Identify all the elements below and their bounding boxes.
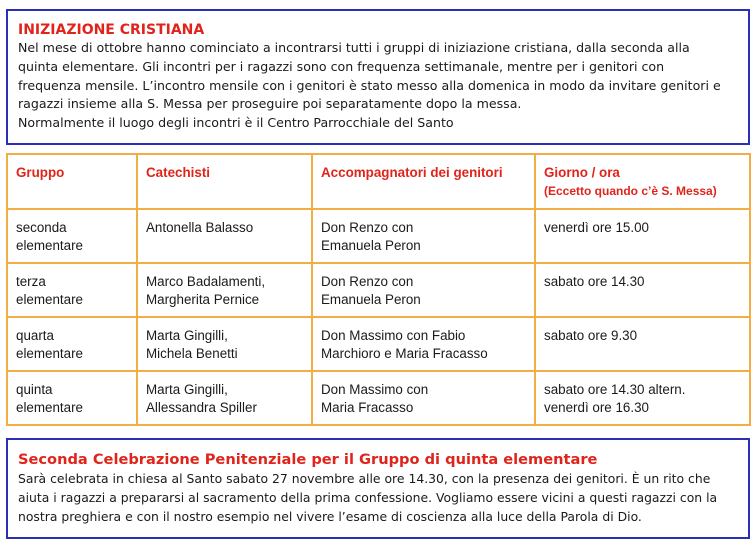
cell-catechisti: Antonella Balasso <box>137 209 312 263</box>
header-giorno-note: (Eccetto quando c’è S. Messa) <box>544 184 717 198</box>
intro-text <box>18 39 738 133</box>
intro-line: ragazzi insieme alla S. Messa per proseguire poi separatamente dopo la messa. <box>18 96 522 112</box>
table-row <box>7 209 750 263</box>
cell-gruppo: quarta elementare <box>7 317 137 371</box>
penitenziale-text <box>18 469 738 526</box>
table-row <box>7 317 750 371</box>
header-catechisti: Catechisti <box>137 154 312 209</box>
cell-gruppo: quinta elementare <box>7 371 137 425</box>
intro-line: Nel mese di ottobre hanno cominciato a incontrarsi tutti i gruppi di iniziazione cristiana, dalla seconda alla <box>18 40 690 55</box>
penitenziale-line: aiuta i ragazzi a prepararsi al sacramento della prima confessione. Vogliamo essere vicini a questi ragazzi con la <box>18 490 718 505</box>
table-row <box>7 371 750 425</box>
cell-accompagnatori: Don Renzo con Emanuela Peron <box>312 263 535 317</box>
intro-line: Normalmente il luogo degli incontri è il Centro Parrocchiale del Santo <box>18 115 454 131</box>
cell-giorno: venerdì ore 15.00 <box>535 209 750 263</box>
cell-giorno: sabato ore 14.30 altern. venerdì ore 16.30 <box>535 371 750 425</box>
table-header-row <box>7 154 750 209</box>
cell-giorno: sabato ore 14.30 <box>535 263 750 317</box>
cell-accompagnatori: Don Massimo con Maria Fracasso <box>312 371 535 425</box>
cell-catechisti: Marta Gingilli, Allessandra Spiller <box>137 371 312 425</box>
intro-title: INIZIAZIONE CRISTIANA <box>18 22 205 38</box>
cell-giorno: sabato ore 9.30 <box>535 317 750 371</box>
penitenziale-line: Sarà celebrata in chiesa al Santo sabato 27 novembre alle ore 14.30, con la presenza dei genitori. È un rito che <box>18 471 711 486</box>
intro-box <box>6 9 750 145</box>
cell-gruppo: seconda elementare <box>7 209 137 263</box>
cell-catechisti: Marta Gingilli, Michela Benetti <box>137 317 312 371</box>
header-accompagnatori: Accompagnatori dei genitori <box>312 154 535 209</box>
cell-catechisti: Marco Badalamenti, Margherita Pernice <box>137 263 312 317</box>
intro-line: frequenza mensile. L’incontro mensile con i genitori è stato messo alla domenica in modo da invitare genitori e <box>18 77 721 93</box>
schedule-table <box>6 153 749 426</box>
cell-accompagnatori: Don Renzo con Emanuela Peron <box>312 209 535 263</box>
intro-line: quinta elementare. Gli incontri per i ragazzi sono con frequenza settimanale, mentre per i genitori con <box>18 58 665 74</box>
cell-gruppo: terza elementare <box>7 263 137 317</box>
header-gruppo: Gruppo <box>7 154 137 209</box>
penitenziale-box <box>6 438 750 539</box>
penitenziale-line: nostra preghiera e con il nostro esempio nel vivere l’esame di coscienza alla luce della Parola di Dio. <box>18 509 642 524</box>
cell-accompagnatori: Don Massimo con Fabio Marchioro e Maria Fracasso <box>312 317 535 371</box>
table-row <box>7 263 750 317</box>
penitenziale-title: Seconda Celebrazione Penitenziale per il Gruppo di quinta elementare <box>18 451 598 468</box>
header-giorno: Giorno / ora (Eccetto quando c’è S. Messa) <box>535 154 750 209</box>
